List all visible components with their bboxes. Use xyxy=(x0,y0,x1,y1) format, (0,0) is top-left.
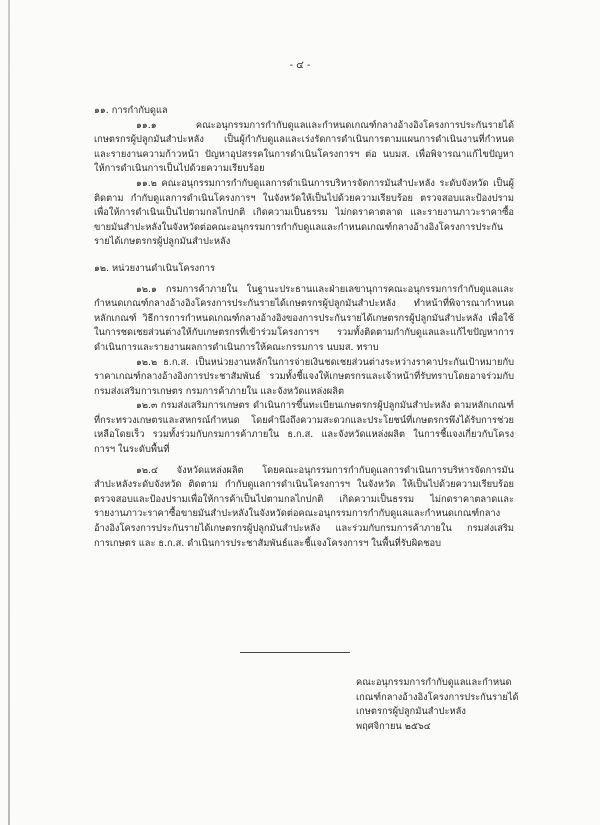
paragraph-12-4: ๑๒.๔ จังหวัดแหล่งผลิต โดยคณะอนุกรรมการกำกับดูแลการดำเนินการบริหารจัดการมันสำปะหลังระดับจังหวัด ติดตาม กำกับดูแลการดำเนินโครงการฯ ในจังหวัด ให้เป็นไปด้วยความเรียบร้อย ตรวจสอบและป้องปรามเพื่อให้การค้าเป็นไปตามกลไกปกติ เกิดความเป็นธรรม ไม่กดราคาตลาดและรายงานภาวะราคาซื้อขายมันสำปะหลังในจังหวัดต่อคณะอนุกรรมการกำกับดูแลและกำหนดเกณฑ์กลางอ้างอิงโครงการประกันรายได้เกษตรกรผู้ปลูกมันสำปะหลัง และร่วมกับกรมการค้าภายใน กรมส่งเสริมการเกษตร และ ธ.ก.ส. ดำเนินการประชาสัมพันธ์และชี้แจงโครงการฯ ในพื้นที่รับผิดชอบ xyxy=(94,464,514,549)
signature-date: พฤศจิกายน ๒๕๖๔ xyxy=(356,720,431,732)
paragraph-11-2: ๑๑.๒ คณะอนุกรรมการกำกับดูแลการดำเนินการบริหารจัดการมันสำปะหลัง ระดับจังหวัด เป็นผู้ติดตาม กำกับดูแลการดำเนินโครงการฯ ในจังหวัดให้เป็นไปด้วยความเรียบร้อย ตรวจสอบและป้องปรามเพื่อให้การดำเนินเป็นไปตามกลไกปกติ เกิดความเป็นธรรม ไม่กดราคาตลาด และรายงานภาวะราคาซื้อขายมันสำปะหลังในจังหวัดต่อคณะอนุกรรมการกำกับดูแลและกำหนดเกณฑ์กลางอ้างอิงโครงการประกันรายได้เกษตรกรผู้ปลูกมันสำปะหลัง xyxy=(94,177,514,248)
signature-line-3: เกษตรกรผู้ปลูกมันสำปะหลัง xyxy=(356,706,466,718)
page-number: - ๔ - xyxy=(289,60,311,71)
paragraph-12-2: ๑๒.๒ ธ.ก.ส. เป็นหน่วยงานหลักในการจ่ายเงินชดเชยส่วนต่างระหว่างราคาประกันเป้าหมายกับราคาเกณฑ์กลางอ้างอิงการประชาสัมพันธ์ รวมทั้งชี้แจงให้เกษตรกรและเจ้าหน้าที่รับทราบโดยอาจร่วมกับกรมส่งเสริมการเกษตร กรมการค้าภายใน และจังหวัดแหล่งผลิต xyxy=(94,356,514,397)
signature-block xyxy=(356,676,576,734)
section-heading-11: ๑๑. การกำกับดูแล xyxy=(94,105,168,116)
separator-rule xyxy=(240,652,350,653)
paragraph-11-1: ๑๑.๑ คณะอนุกรรมการกำกับดูแลและกำหนดเกณฑ์กลางอ้างอิงโครงการประกันรายได้เกษตรกรผู้ปลูกมันสำปะหลัง เป็นผู้กำกับดูแลและเร่งรัดการดำเนินการตามแผนการดำเนินงานที่กำหนด และรายงานความก้าวหน้า ปัญหาอุปสรรคในการดำเนินโครงการฯ ต่อ นบมส. เพื่อพิจารณาแก้ไขปัญหาให้การดำเนินการเป็นไปด้วยความเรียบร้อย xyxy=(94,119,514,175)
document-body xyxy=(94,98,514,551)
paragraph-12-1: ๑๒.๑ กรมการค้าภายใน ในฐานะประธานและฝ่ายเลขานุการคณะอนุกรรมการกำกับดูแลและกำหนดเกณฑ์กลางอ้างอิงโครงการประกันรายได้เกษตรกรผู้ปลูกมันสำปะหลัง ทำหน้าที่พิจารณากำหนดหลักเกณฑ์ วิธีการการกำหนดเกณฑ์กลางอ้างอิงของการประกันรายได้เกษตรกรผู้ปลูกมันสำปะหลัง เพื่อใช้ในการชดเชยส่วนต่างให้กับเกษตรกรที่เข้าร่วมโครงการฯ รวมทั้งติดตามกำกับดูแลและแก้ไขปัญหาการดำเนินการและรายงานผลการดำเนินการให้คณะกรรมการ นบมส. ทราบ xyxy=(94,283,514,353)
paragraph-12-3: ๑๒.๓ กรมส่งเสริมการเกษตร ดำเนินการขึ้นทะเบียนเกษตรกรผู้ปลูกมันสำปะหลัง ตามหลักเกณฑ์ที่กระทรวงเกษตรและสหกรณ์กำหนด โดยคำนึงถึงความสะดวกและประโยชน์ที่เกษตรกรพึงได้รับการช่วยเหลือโดยเร็ว รวมทั้งร่วมกับกรมการค้าภายใน ธ.ก.ส. และจังหวัดแหล่งผลิต ในการชี้แจงเกี่ยวกับโครงการฯ ในระดับพื้นที่ xyxy=(94,400,514,456)
scan-edge xyxy=(8,0,10,825)
section-heading-12: ๑๒. หน่วยงานดำเนินโครงการ xyxy=(94,262,215,274)
signature-line-2: เกณฑ์กลางอ้างอิงโครงการประกันรายได้ xyxy=(356,691,519,703)
signature-line-1: คณะอนุกรรมการกำกับดูแลและกำหนด xyxy=(356,677,512,688)
